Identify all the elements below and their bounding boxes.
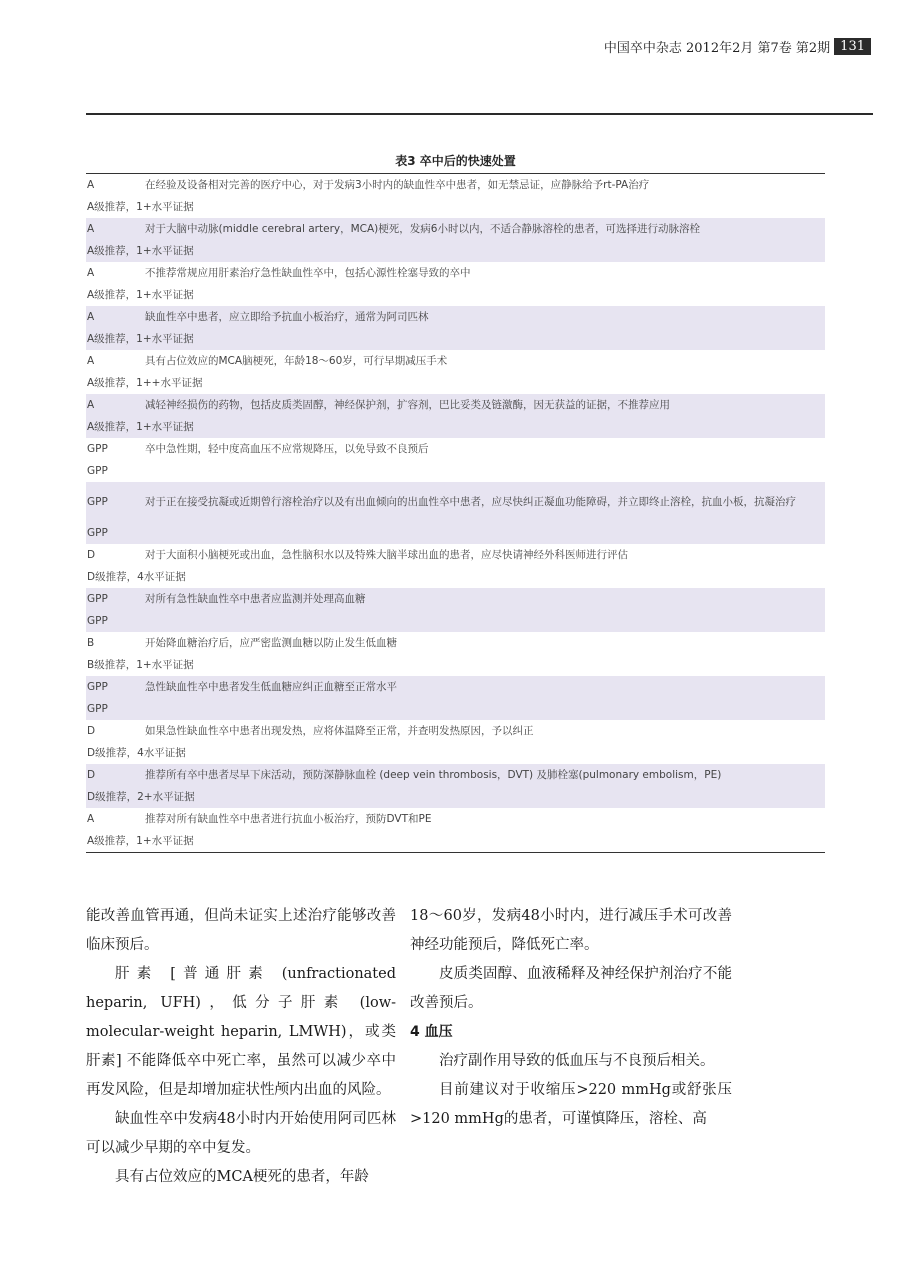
recommendation-row — [86, 632, 825, 654]
evidence-row — [86, 416, 825, 438]
recommendation-row — [86, 306, 825, 328]
left-column — [86, 902, 396, 1192]
grade-code: D — [87, 549, 96, 561]
paragraph: 缺血性卒中发病48小时内开始使用阿司匹林可以减少早期的卒中复发。 — [86, 1111, 396, 1156]
recommendation-row — [86, 544, 825, 566]
grade-code: A — [87, 355, 95, 367]
recommendation-text: 对于正在接受抗凝或近期曾行溶栓治疗以及有出血倾向的出血性卒中患者，应尽快纠正凝血功能障碍，并立即终止溶栓，抗血小板，抗凝治疗 — [145, 496, 796, 508]
recommendation-text: 开始降血糖治疗后，应严密监测血糖以防止发生低血糖 — [145, 637, 397, 649]
grade-code: GPP — [87, 593, 108, 605]
evidence-row — [86, 786, 825, 808]
recommendation-table — [86, 173, 825, 853]
evidence-row — [86, 522, 825, 544]
recommendation-text: 卒中急性期，轻中度高血压不应常规降压，以免导致不良预后 — [145, 443, 429, 455]
recommendation-row — [86, 808, 825, 830]
grade-code: A — [87, 813, 95, 825]
recommendation-text: 对所有急性缺血性卒中患者应监测并处理高血糖 — [145, 593, 366, 605]
recommendation-row — [86, 438, 825, 460]
evidence-row — [86, 460, 825, 482]
paragraph: 能改善血管再通，但尚未证实上述治疗能够改善临床预后。 — [86, 908, 396, 953]
recommendation-row — [86, 482, 825, 522]
evidence-level: D级推荐，2+水平证据 — [87, 791, 195, 803]
running-header — [604, 36, 871, 56]
evidence-row — [86, 284, 825, 306]
grade-code: A — [87, 223, 95, 235]
recommendation-text: 具有占位效应的MCA脑梗死，年龄18～60岁，可行早期减压手术 — [145, 355, 448, 367]
recommendation-text: 不推荐常规应用肝素治疗急性缺血性卒中，包括心源性栓塞导致的卒中 — [145, 267, 471, 279]
grade-code: A — [87, 179, 95, 191]
evidence-level: D级推荐，4水平证据 — [87, 571, 186, 583]
paragraph: 皮质类固醇、血液稀释及神经保护剂治疗不能改善预后。 — [410, 966, 732, 1011]
evidence-level: A级推荐，1++水平证据 — [87, 377, 203, 389]
right-column — [410, 902, 732, 1134]
grade-code: A — [87, 399, 95, 411]
evidence-row — [86, 372, 825, 394]
paragraph: 具有占位效应的MCA梗死的患者，年龄 — [115, 1169, 369, 1185]
evidence-level: A级推荐，1+水平证据 — [87, 835, 194, 847]
recommendation-row — [86, 218, 825, 240]
recommendation-row — [86, 764, 825, 786]
section-heading: 4 血压 — [410, 1024, 453, 1040]
evidence-row — [86, 196, 825, 218]
paragraph: 18～60岁，发病48小时内，进行减压手术可改善神经功能预后，降低死亡率。 — [410, 908, 732, 953]
recommendation-text: 对于大面积小脑梗死或出血，急性脑积水以及特殊大脑半球出血的患者，应尽快请神经外科医师进行评估 — [145, 549, 628, 561]
page-number: 131 — [834, 38, 871, 55]
paragraph: 肝素 [普通肝素 (unfractionated heparin, UFH)，低分子肝素 (low-molecular-weight heparin, LMWH)，或类肝素] 不能降低卒中死亡率，虽然可以减少卒中再发风险，但是却增加症状性颅内出血的风险。 — [86, 966, 396, 1098]
grade-code: GPP — [87, 443, 108, 455]
recommendation-text: 如果急性缺血性卒中患者出现发热，应将体温降至正常，并查明发热原因，予以纠正 — [145, 725, 534, 737]
evidence-row — [86, 240, 825, 262]
evidence-row — [86, 328, 825, 350]
table-title: 表3 卒中后的快速处置 — [395, 154, 516, 168]
grade-code: A — [87, 267, 95, 279]
recommendation-row — [86, 174, 825, 196]
grade-code: D — [87, 725, 96, 737]
recommendation-row — [86, 720, 825, 742]
recommendation-text: 推荐对所有缺血性卒中患者进行抗血小板治疗，预防DVT和PE — [145, 813, 432, 825]
evidence-row — [86, 698, 825, 720]
grade-code: D — [87, 769, 96, 781]
recommendation-row — [86, 262, 825, 284]
evidence-row — [86, 566, 825, 588]
recommendation-row — [86, 350, 825, 372]
grade-code: B — [87, 637, 95, 649]
recommendation-text: 在经验及设备相对完善的医疗中心，对于发病3小时内的缺血性卒中患者，如无禁忌证，应静脉给予rt-PA治疗 — [145, 179, 650, 191]
grade-code: GPP — [87, 496, 108, 508]
evidence-level: A级推荐，1+水平证据 — [87, 421, 194, 433]
evidence-row — [86, 830, 825, 852]
recommendation-text: 减轻神经损伤的药物，包括皮质类固醇，神经保护剂，扩容剂，巴比妥类及链激酶，因无获益的证据，不推荐应用 — [145, 399, 670, 411]
evidence-level: GPP — [87, 703, 108, 715]
recommendation-text: 推荐所有卒中患者尽早下床活动，预防深静脉血栓 (deep vein thrombosis，DVT) 及肺栓塞(pulmonary embolism，PE) — [145, 769, 722, 781]
evidence-level: GPP — [87, 527, 108, 539]
evidence-level: D级推荐，4水平证据 — [87, 747, 186, 759]
evidence-row — [86, 610, 825, 632]
evidence-row — [86, 654, 825, 676]
paragraph: 目前建议对于收缩压>220 mmHg或舒张压>120 mmHg的患者，可谨慎降压，溶栓、高 — [410, 1082, 732, 1127]
recommendation-text: 对于大脑中动脉(middle cerebral artery，MCA)梗死，发病6小时以内，不适合静脉溶栓的患者，可选择进行动脉溶栓 — [145, 223, 700, 235]
grade-code: A — [87, 311, 95, 323]
recommendation-row — [86, 676, 825, 698]
evidence-level: A级推荐，1+水平证据 — [87, 289, 194, 301]
recommendation-text: 缺血性卒中患者，应立即给予抗血小板治疗，通常为阿司匹林 — [145, 311, 429, 323]
recommendation-text: 急性缺血性卒中患者发生低血糖应纠正血糖至正常水平 — [145, 681, 397, 693]
grade-code: GPP — [87, 681, 108, 693]
evidence-level: GPP — [87, 615, 108, 627]
journal-info: 中国卒中杂志 2012年2月 第7卷 第2期 — [603, 40, 831, 56]
recommendation-row — [86, 588, 825, 610]
evidence-level: A级推荐，1+水平证据 — [87, 245, 194, 257]
evidence-level: A级推荐，1+水平证据 — [87, 333, 194, 345]
evidence-level: A级推荐，1+水平证据 — [87, 201, 194, 213]
recommendation-row — [86, 394, 825, 416]
header-rule — [86, 113, 873, 115]
paragraph: 治疗副作用导致的低血压与不良预后相关。 — [439, 1053, 715, 1069]
evidence-level: B级推荐，1+水平证据 — [87, 659, 194, 671]
evidence-level: GPP — [87, 465, 108, 477]
evidence-row — [86, 742, 825, 764]
